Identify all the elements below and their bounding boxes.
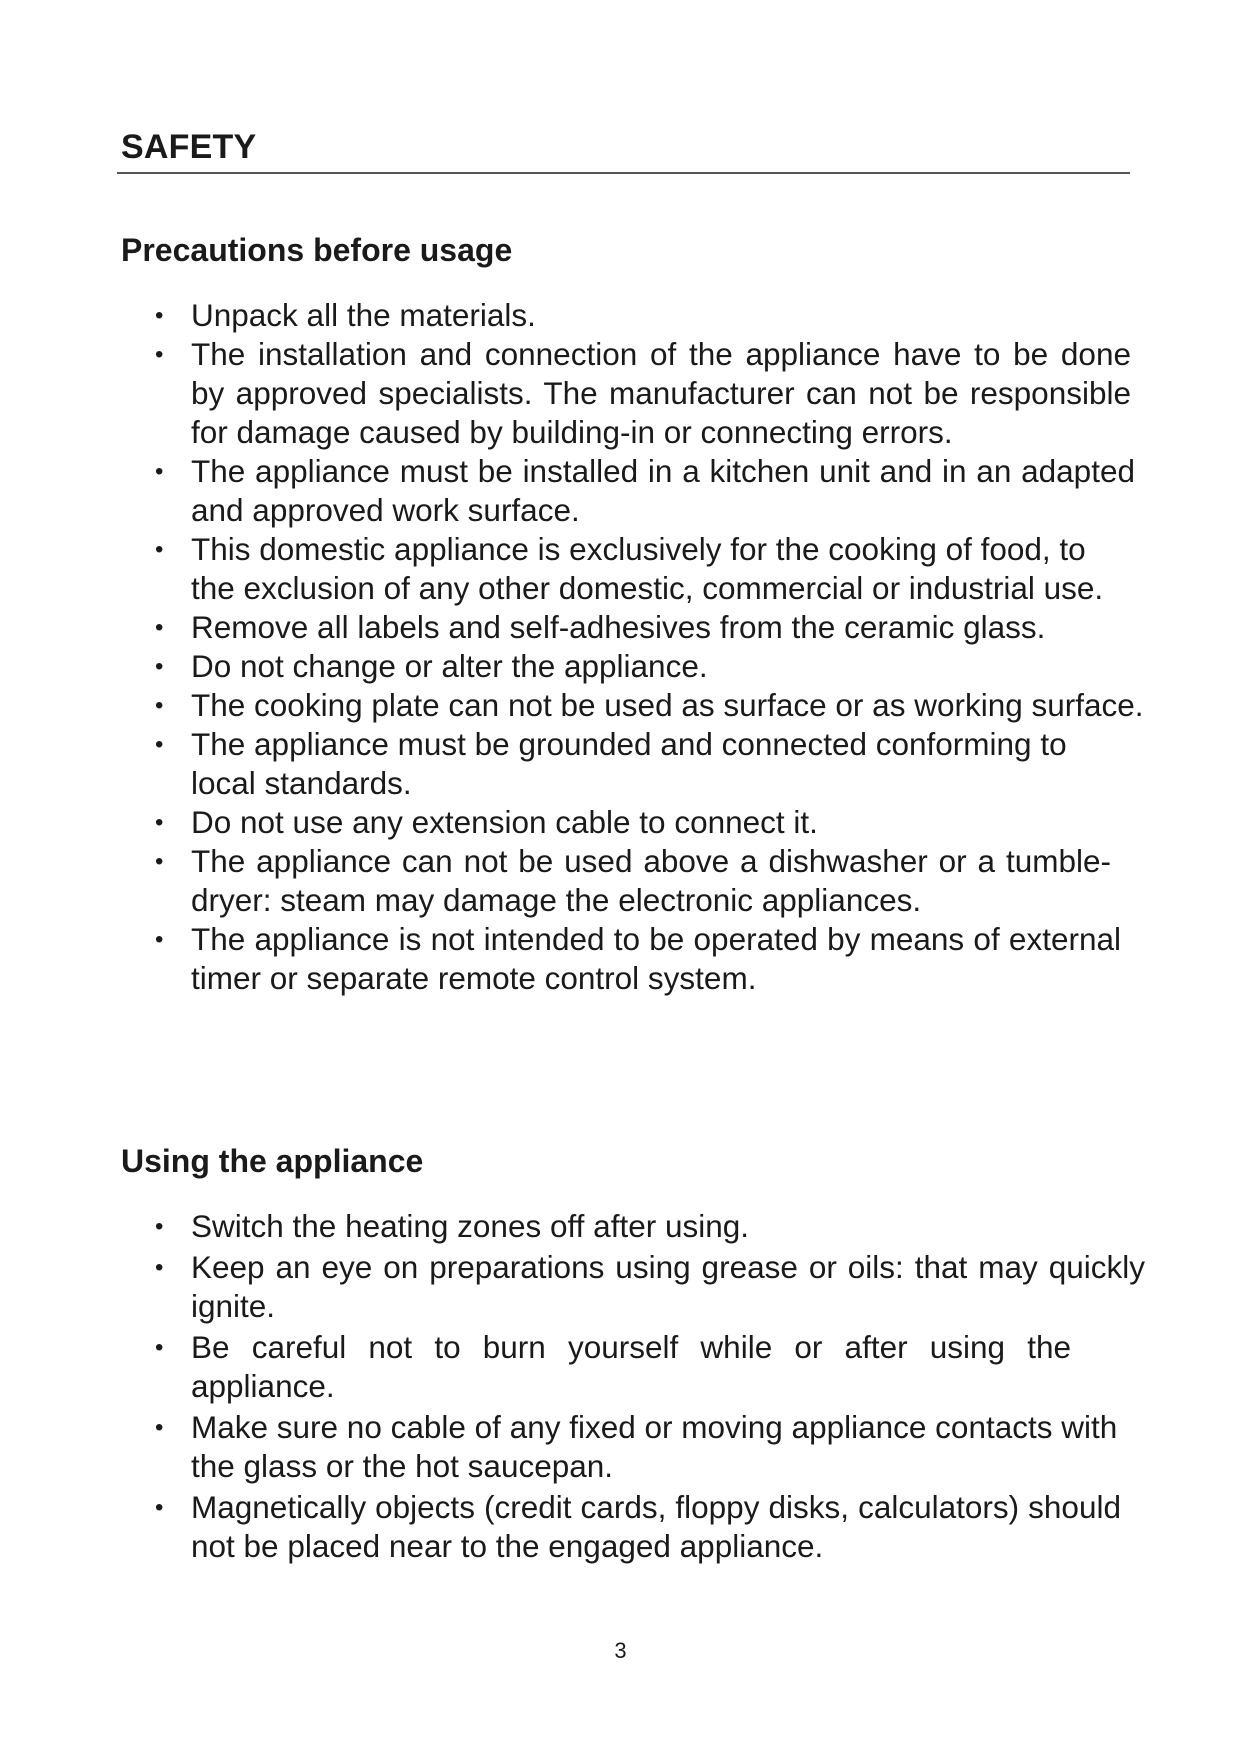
page-title: SAFETY [121,128,257,166]
precautions-list [155,296,1165,998]
page-number: 3 [614,1638,627,1663]
list-item: • Unpack all the materials. [155,296,1165,335]
list-item: • The appliance must be installed in a kitchen unit and in an adapted and approved work surface. [155,452,1135,530]
list-item: • Do not change or alter the appliance. [155,647,1165,686]
list-item: • Switch the heating zones off after using. [155,1207,1165,1246]
list-item: • The installation and connection of the appliance have to be done by approved specialists. The manufacturer can not be responsible for damage caused by building-in or connecting errors. [155,335,1131,452]
list-item: • Magnetically objects (credit cards, floppy disks, calculators) should not be placed near to the engaged appliance. [155,1488,1121,1566]
title-divider [117,172,1130,174]
list-item: • The appliance must be grounded and connected conforming to local standards. [155,725,1131,803]
list-item: • Be careful not to burn yourself while or after using the appliance. [155,1328,1071,1406]
list-item: • Keep an eye on preparations using grease or oils: that may quickly ignite. [155,1248,1145,1326]
section-heading-using: Using the appliance [121,1143,424,1179]
using-list [155,1207,1165,1568]
list-item: • The appliance can not be used above a dishwasher or a tumble-dryer: steam may damage the electronic appliances. [155,842,1111,920]
list-item: • The cooking plate can not be used as surface or as working surface. [155,686,1161,725]
section-heading-precautions: Precautions before usage [121,232,513,268]
list-item: • Remove all labels and self-adhesives from the ceramic glass. [155,608,1165,647]
list-item: • Make sure no cable of any fixed or moving appliance contacts with the glass or the hot saucepan. [155,1408,1131,1486]
list-item: • This domestic appliance is exclusively for the cooking of food, to the exclusion of any other domestic, commercial or industrial use. [155,530,1131,608]
list-item: • The appliance is not intended to be operated by means of external timer or separate remote control system. [155,920,1121,998]
list-item: • Do not use any extension cable to connect it. [155,803,1165,842]
